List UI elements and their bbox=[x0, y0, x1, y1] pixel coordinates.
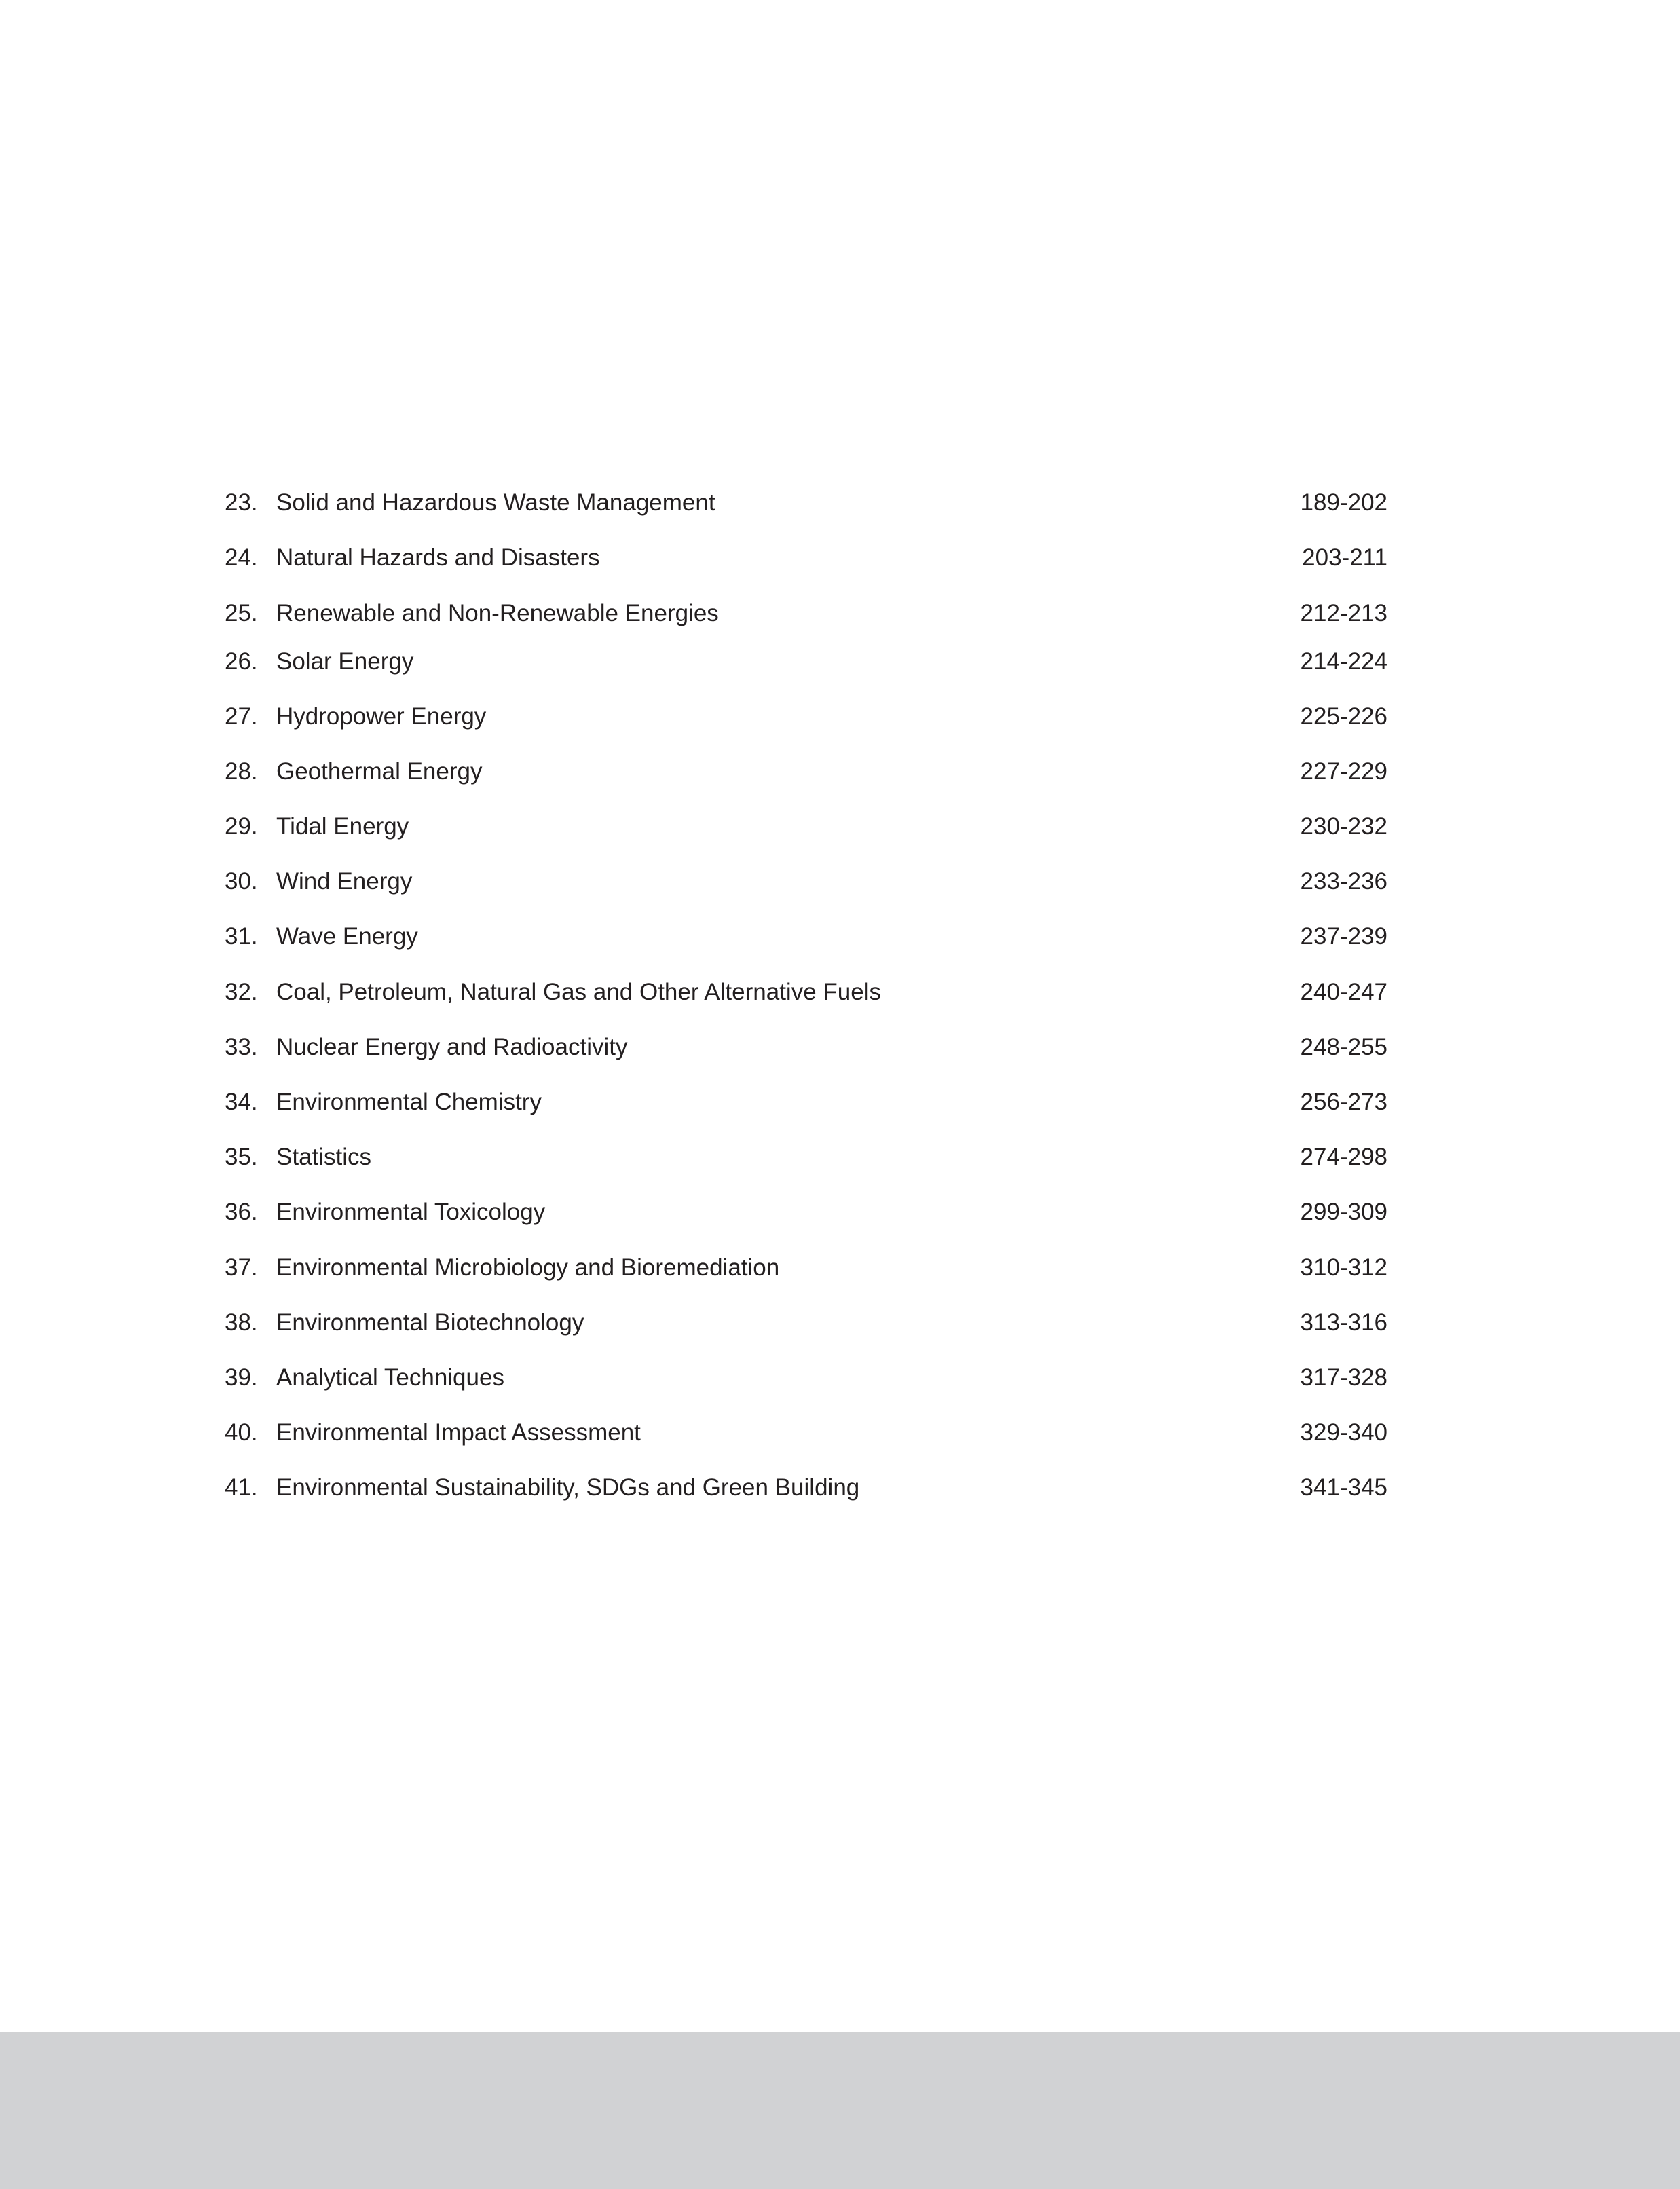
toc-entry-pages: 313-316 bbox=[1300, 1309, 1387, 1336]
toc-entry-number: 34. bbox=[225, 1089, 258, 1115]
toc-entry-title: Solar Energy bbox=[276, 648, 414, 675]
toc-entry[interactable] bbox=[0, 1412, 1680, 1453]
toc-entry[interactable] bbox=[0, 483, 1680, 523]
toc-entry[interactable] bbox=[0, 1137, 1680, 1178]
toc-entry-pages: 274-298 bbox=[1300, 1144, 1387, 1170]
toc-entry[interactable] bbox=[0, 1192, 1680, 1233]
toc-entry-pages: 299-309 bbox=[1300, 1199, 1387, 1225]
toc-entry-pages: 227-229 bbox=[1300, 758, 1387, 785]
toc-entry-number: 28. bbox=[225, 758, 258, 785]
toc-entry[interactable] bbox=[0, 1027, 1680, 1068]
toc-entry-title: Tidal Energy bbox=[276, 813, 409, 840]
toc-entry-number: 41. bbox=[225, 1474, 258, 1501]
toc-entry-title: Nuclear Energy and Radioactivity bbox=[276, 1034, 628, 1060]
toc-entry-number: 33. bbox=[225, 1034, 258, 1060]
toc-entry-number: 37. bbox=[225, 1254, 258, 1281]
toc-entry-pages: 214-224 bbox=[1300, 648, 1387, 675]
toc-entry-pages: 230-232 bbox=[1300, 813, 1387, 840]
toc-entry-title: Renewable and Non-Renewable Energies bbox=[276, 600, 719, 626]
toc-entry-number: 30. bbox=[225, 868, 258, 895]
toc-entry-number: 40. bbox=[225, 1419, 258, 1446]
toc-entry[interactable] bbox=[0, 538, 1680, 578]
toc-entry[interactable] bbox=[0, 972, 1680, 1013]
toc-entry-title: Wave Energy bbox=[276, 923, 418, 950]
toc-entry-number: 27. bbox=[225, 703, 258, 730]
toc-entry-number: 31. bbox=[225, 923, 258, 950]
toc-entry-pages: 341-345 bbox=[1300, 1474, 1387, 1501]
toc-entry-number: 39. bbox=[225, 1364, 258, 1391]
toc-entry[interactable] bbox=[0, 1358, 1680, 1398]
toc-entry-number: 24. bbox=[225, 544, 258, 571]
toc-entry-pages: 329-340 bbox=[1300, 1419, 1387, 1446]
toc-entry[interactable] bbox=[0, 1303, 1680, 1343]
toc-entry-title: Natural Hazards and Disasters bbox=[276, 544, 600, 571]
toc-entry-title: Environmental Sustainability, SDGs and Green Building bbox=[276, 1474, 860, 1501]
toc-entry-title: Wind Energy bbox=[276, 868, 413, 895]
toc-entry[interactable] bbox=[0, 861, 1680, 902]
toc-entry-title: Environmental Microbiology and Bioremediation bbox=[276, 1254, 780, 1281]
toc-entry-number: 38. bbox=[225, 1309, 258, 1336]
toc-entry-number: 35. bbox=[225, 1144, 258, 1170]
toc-entry-number: 32. bbox=[225, 979, 258, 1005]
toc-entry[interactable] bbox=[0, 641, 1680, 682]
toc-entry-pages: 237-239 bbox=[1300, 923, 1387, 950]
toc-entry-pages: 240-247 bbox=[1300, 979, 1387, 1005]
toc-entry-pages: 203-211 bbox=[1302, 544, 1387, 571]
toc-entry[interactable] bbox=[0, 806, 1680, 847]
toc-entry-number: 25. bbox=[225, 600, 258, 626]
toc-entry-title: Solid and Hazardous Waste Management bbox=[276, 489, 715, 516]
toc-entry-pages: 233-236 bbox=[1300, 868, 1387, 895]
toc-entry-pages: 317-328 bbox=[1300, 1364, 1387, 1391]
toc-entry-pages: 212-213 bbox=[1300, 600, 1387, 626]
toc-entry-pages: 225-226 bbox=[1300, 703, 1387, 730]
toc-entry-number: 23. bbox=[225, 489, 258, 516]
toc-entry[interactable] bbox=[0, 1082, 1680, 1123]
toc-entry[interactable] bbox=[0, 1248, 1680, 1288]
toc-entry-title: Analytical Techniques bbox=[276, 1364, 504, 1391]
footer-band bbox=[0, 2032, 1680, 2189]
toc-entry-pages: 310-312 bbox=[1300, 1254, 1387, 1281]
toc-entry-title: Statistics bbox=[276, 1144, 372, 1170]
toc-entry-pages: 256-273 bbox=[1300, 1089, 1387, 1115]
toc-entry-pages: 248-255 bbox=[1300, 1034, 1387, 1060]
toc-entry-title: Environmental Chemistry bbox=[276, 1089, 542, 1115]
toc-entry-pages: 189-202 bbox=[1300, 489, 1387, 516]
toc-entry-title: Coal, Petroleum, Natural Gas and Other Alternative Fuels bbox=[276, 979, 881, 1005]
toc-entry[interactable] bbox=[0, 1467, 1680, 1508]
toc-entry-number: 29. bbox=[225, 813, 258, 840]
toc-entry[interactable] bbox=[0, 696, 1680, 737]
toc-entry[interactable] bbox=[0, 593, 1680, 634]
toc-entry-number: 26. bbox=[225, 648, 258, 675]
toc-entry-number: 36. bbox=[225, 1199, 258, 1225]
toc-entry-title: Environmental Toxicology bbox=[276, 1199, 546, 1225]
toc-entry-title: Geothermal Energy bbox=[276, 758, 483, 785]
toc-entry[interactable] bbox=[0, 916, 1680, 957]
toc-entry-title: Environmental Impact Assessment bbox=[276, 1419, 641, 1446]
toc-entry-title: Environmental Biotechnology bbox=[276, 1309, 584, 1336]
toc-entry[interactable] bbox=[0, 751, 1680, 792]
toc-entry-title: Hydropower Energy bbox=[276, 703, 487, 730]
